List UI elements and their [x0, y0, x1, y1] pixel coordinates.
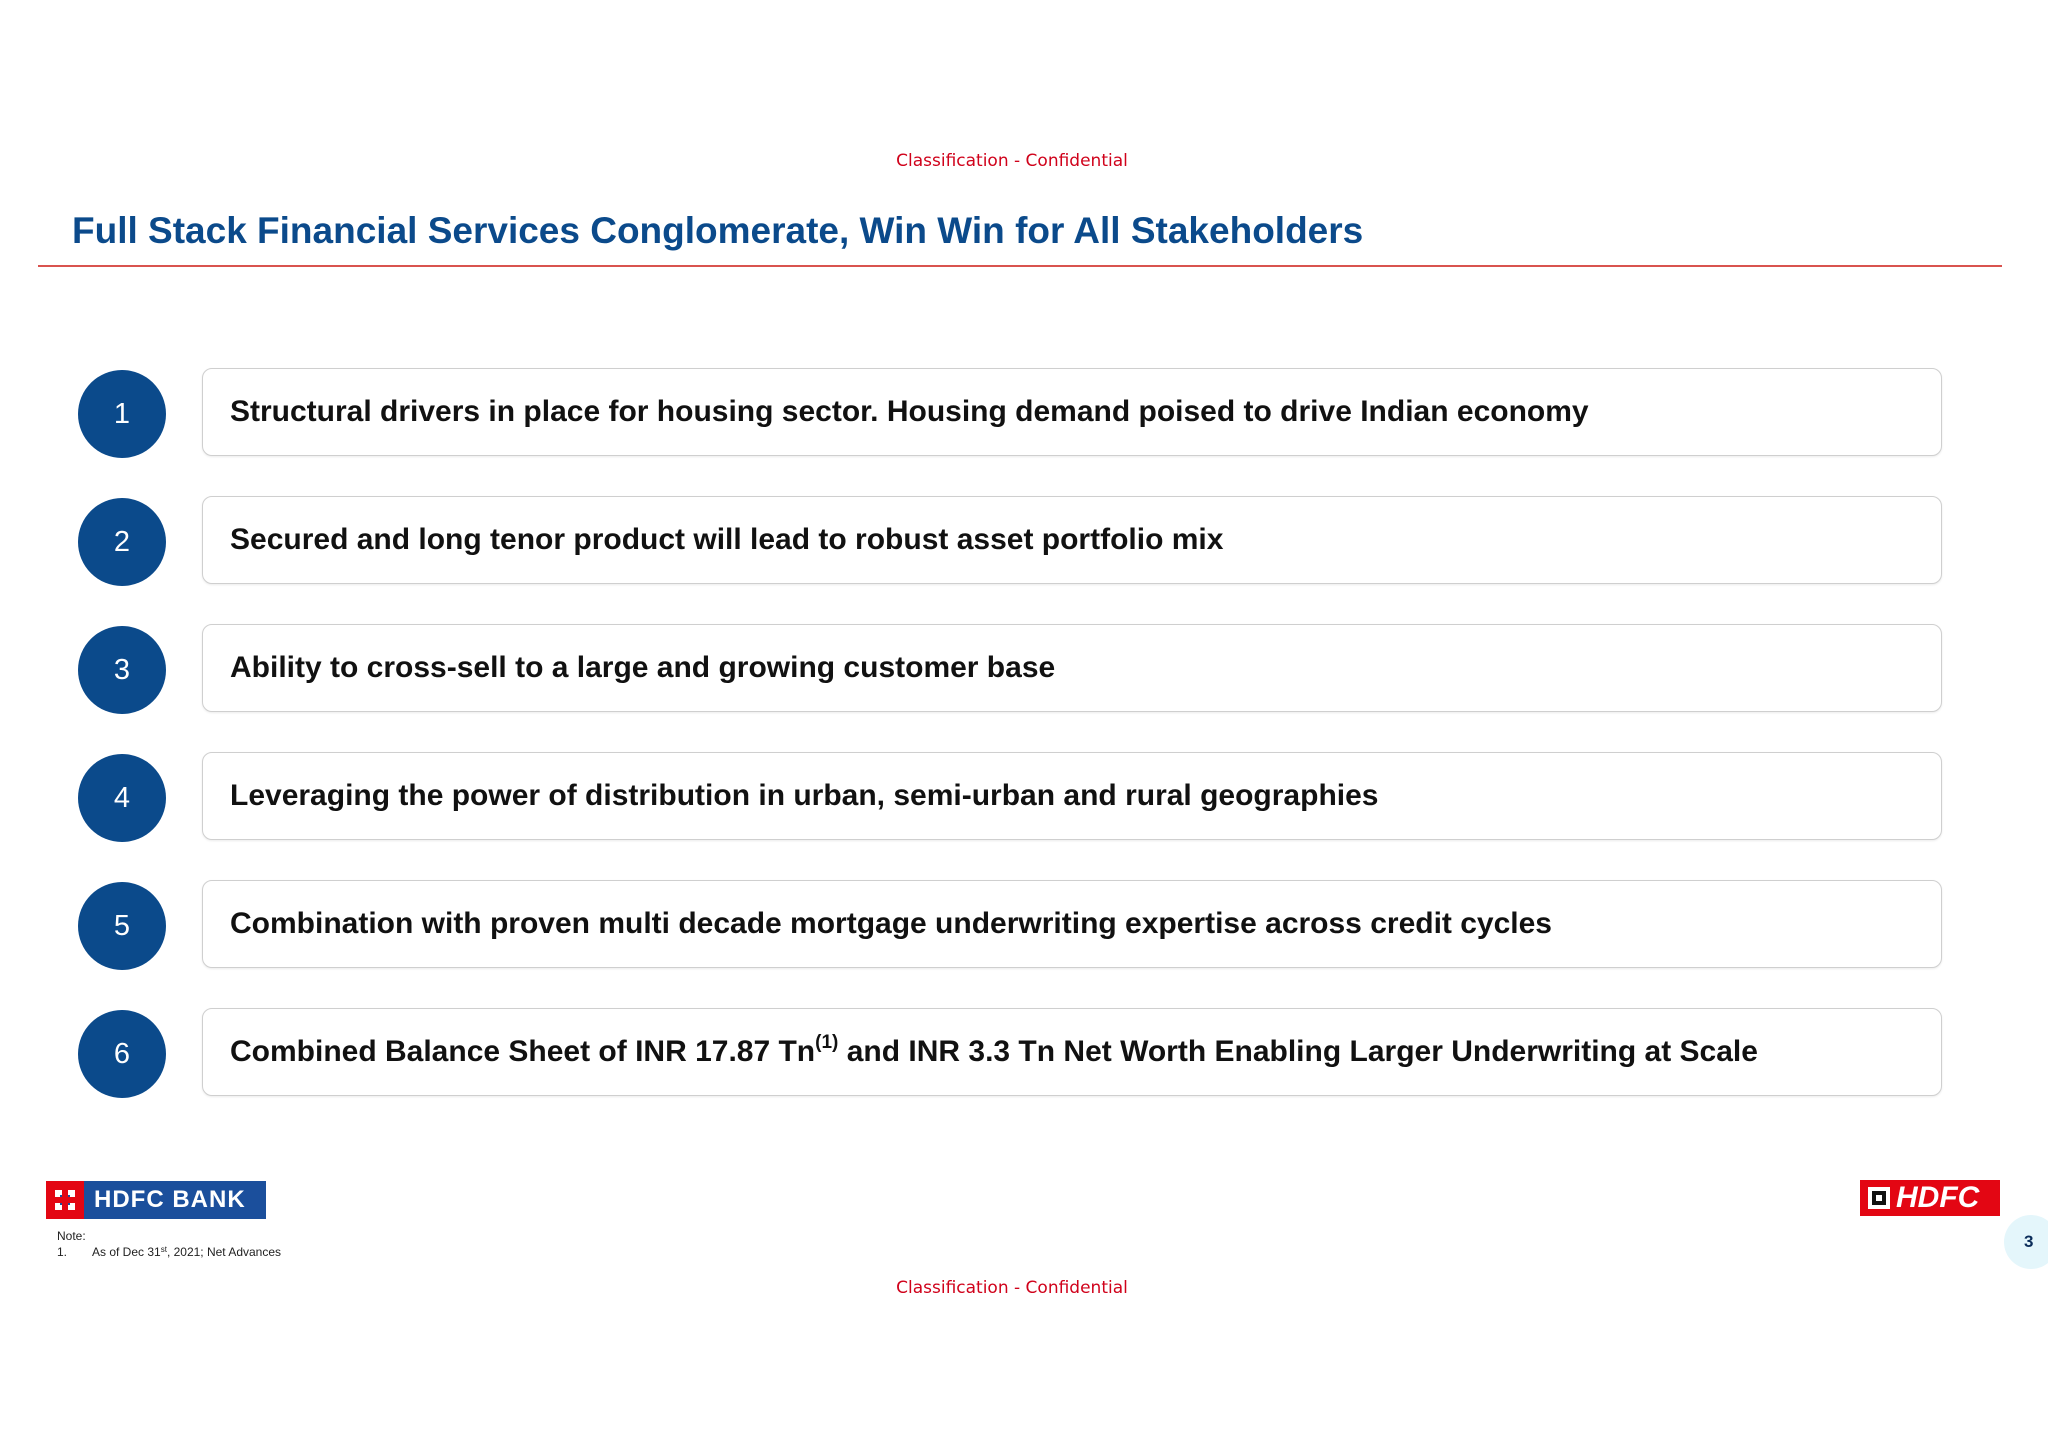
point-text: Leveraging the power of distribution in urban, semi-urban and rural geographies: [230, 779, 1379, 812]
number-badge: 4: [78, 754, 166, 842]
hdfc-bank-logo-text: HDFC BANK: [94, 1186, 246, 1213]
list-item: [0, 624, 2048, 716]
point-text: Structural drivers in place for housing sector. Housing demand poised to drive Indian economy: [230, 395, 1589, 428]
point-box: [202, 624, 1942, 712]
footnote: [57, 1228, 281, 1260]
hdfc-bank-mark-icon: [46, 1181, 84, 1219]
hdfc-logo-text: HDFC: [1896, 1181, 1980, 1214]
number-badge: 1: [78, 370, 166, 458]
list-item: [0, 752, 2048, 844]
point-box: [202, 752, 1942, 840]
point-text: Combination with proven multi decade mortgage underwriting expertise across credit cycles: [230, 907, 1552, 940]
footnote-marker: (1): [815, 1032, 839, 1053]
number-badge: 3: [78, 626, 166, 714]
classification-label-top: Classification - Confidential: [896, 151, 1128, 171]
point-text: Ability to cross-sell to a large and growing customer base: [230, 651, 1056, 684]
title-divider: [38, 265, 2002, 267]
number-badge: 2: [78, 498, 166, 586]
page-number: 3: [2004, 1215, 2048, 1269]
number-badge: 6: [78, 1010, 166, 1098]
hdfc-mark-icon: [1868, 1187, 1890, 1209]
footnote-label: Note:: [57, 1229, 86, 1243]
list-item: [0, 368, 2048, 460]
point-box: [202, 496, 1942, 584]
number-badge: 5: [78, 882, 166, 970]
footnote-item: [57, 1244, 281, 1260]
point-text: [230, 1032, 1758, 1069]
point-box: [202, 368, 1942, 456]
point-text: Secured and long tenor product will lead to robust asset portfolio mix: [230, 523, 1224, 556]
point-box: [202, 1008, 1942, 1096]
point-text-main: Combined Balance Sheet of INR 17.87 Tn: [230, 1035, 816, 1068]
classification-label-bottom: Classification - Confidential: [896, 1278, 1128, 1298]
list-item: [0, 1008, 2048, 1100]
list-item: [0, 880, 2048, 972]
hdfc-bank-logo: [46, 1181, 266, 1219]
list-item: [0, 496, 2048, 588]
point-box: [202, 880, 1942, 968]
footnote-index: 1.: [57, 1245, 68, 1259]
slide-title: Full Stack Financial Services Conglomerate, Win Win for All Stakeholders: [72, 210, 1364, 251]
point-text-rest: and INR 3.3 Tn Net Worth Enabling Larger Underwriting at Scale: [838, 1035, 1758, 1068]
hdfc-logo: [1860, 1180, 2000, 1216]
footnote-text: As of Dec 31st, 2021; Net Advances: [92, 1245, 282, 1259]
